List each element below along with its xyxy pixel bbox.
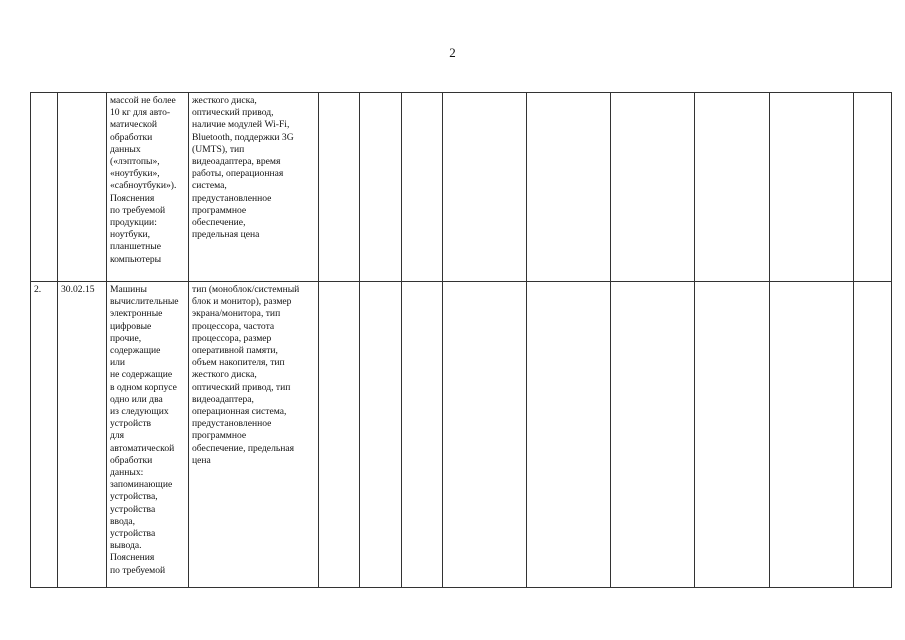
empty-cell — [360, 93, 402, 282]
text-line: устройства — [110, 503, 156, 515]
text-line: предустановленное — [192, 192, 272, 204]
empty-cell — [695, 93, 770, 282]
text-line: по требуемой — [110, 204, 166, 216]
text-line: процессора, частота — [192, 320, 275, 332]
empty-cell — [611, 282, 695, 588]
text-line: содержащие — [110, 345, 161, 357]
text-line: обеспечение, — [192, 217, 246, 229]
text-line: блок и монитор), размер — [192, 296, 292, 308]
specification-table — [30, 92, 892, 588]
product-name-cell — [107, 282, 189, 588]
text-line: «сабноутбуки»). — [110, 180, 177, 192]
text-line: экрана/монитора, тип — [192, 308, 281, 320]
text-line: операционная система, — [192, 406, 287, 418]
empty-cell — [319, 93, 360, 282]
text-line: объем накопителя, тип — [192, 357, 285, 369]
page-number: 2 — [449, 45, 456, 60]
empty-cell — [770, 93, 854, 282]
text-line: обработки — [110, 454, 153, 466]
text-line: оптический привод, тип — [192, 381, 291, 393]
empty-cell — [611, 93, 695, 282]
empty-cell — [770, 282, 854, 588]
text-line: прочие, — [110, 332, 142, 344]
text-line: процессора, размер — [192, 332, 272, 344]
text-line: данных: — [110, 467, 144, 479]
empty-cell — [527, 93, 611, 282]
text-line: оперативной памяти, — [192, 345, 278, 357]
text-line: видеоадаптера, — [192, 393, 254, 405]
empty-cell — [854, 282, 892, 588]
text-line: или — [110, 357, 126, 369]
row-number-cell — [31, 93, 58, 282]
text-line: программное — [192, 430, 247, 442]
text-line: цена — [192, 454, 211, 466]
empty-cell — [527, 282, 611, 588]
table-row — [31, 93, 892, 282]
text-line: цифровые — [110, 320, 152, 332]
empty-cell — [443, 282, 527, 588]
empty-cell — [695, 282, 770, 588]
text-line: ноутбуки, — [110, 229, 151, 241]
text-line: устройств — [110, 418, 152, 430]
text-line: видеоадаптера, время — [192, 156, 281, 168]
empty-cell — [319, 282, 360, 588]
table-row — [31, 282, 892, 588]
text-line: обработки — [110, 131, 153, 143]
characteristics-cell — [189, 282, 319, 588]
text-line: система, — [192, 180, 227, 192]
text-line: продукции: — [110, 217, 157, 229]
text-line: устройства — [110, 528, 156, 540]
text-line: предельная цена — [192, 229, 260, 241]
text-line: по требуемой — [110, 564, 166, 576]
text-line: запоминающие — [110, 479, 173, 491]
text-line: вывода. — [110, 540, 142, 552]
empty-cell — [402, 282, 443, 588]
empty-cell — [854, 93, 892, 282]
text-line: автоматической — [110, 442, 175, 454]
text-line: планшетные — [110, 241, 161, 253]
product-name-cell — [107, 93, 189, 282]
text-line: не содержащие — [110, 369, 173, 381]
text-line: Машины — [110, 284, 147, 295]
text-line: в одном корпусе — [110, 381, 177, 393]
text-line: матической — [110, 119, 158, 131]
text-line: жесткого диска, — [192, 369, 257, 381]
text-line: предустановленное — [192, 418, 272, 430]
empty-cell — [443, 93, 527, 282]
text-line: для — [110, 430, 125, 442]
text-line: ввода, — [110, 515, 136, 527]
text-line: из следующих — [110, 406, 169, 418]
text-line: электронные — [110, 308, 163, 320]
characteristics-cell — [189, 93, 319, 282]
text-line: «ноутбуки», — [110, 168, 160, 180]
text-line: Пояснения — [110, 552, 155, 564]
text-line: компьютеры — [110, 253, 162, 265]
text-line: жесткого диска, — [192, 95, 257, 106]
row-number-cell: 2. — [31, 282, 58, 588]
text-line: Bluetooth, поддержки 3G — [192, 131, 294, 143]
text-line: Пояснения — [110, 192, 155, 204]
text-line: массой не более — [110, 95, 176, 106]
empty-cell — [402, 93, 443, 282]
text-line: программное — [192, 204, 247, 216]
text-line: наличие модулей Wi-Fi, — [192, 119, 290, 131]
text-line: (UMTS), тип — [192, 143, 245, 155]
text-line: оптический привод, — [192, 107, 274, 119]
text-line: 10 кг для авто- — [110, 107, 171, 119]
text-line: («лэптопы», — [110, 156, 160, 168]
empty-cell — [360, 282, 402, 588]
text-line: вычислительные — [110, 296, 179, 308]
okpd-code-cell — [58, 93, 107, 282]
text-line: одно или два — [110, 393, 163, 405]
okpd-code-cell: 30.02.15 — [58, 282, 107, 588]
text-line: данных — [110, 143, 141, 155]
text-line: тип (моноблок/системный — [192, 284, 300, 295]
text-line: обеспечение, предельная — [192, 442, 295, 454]
text-line: устройства, — [110, 491, 158, 503]
text-line: работы, операционная — [192, 168, 284, 180]
